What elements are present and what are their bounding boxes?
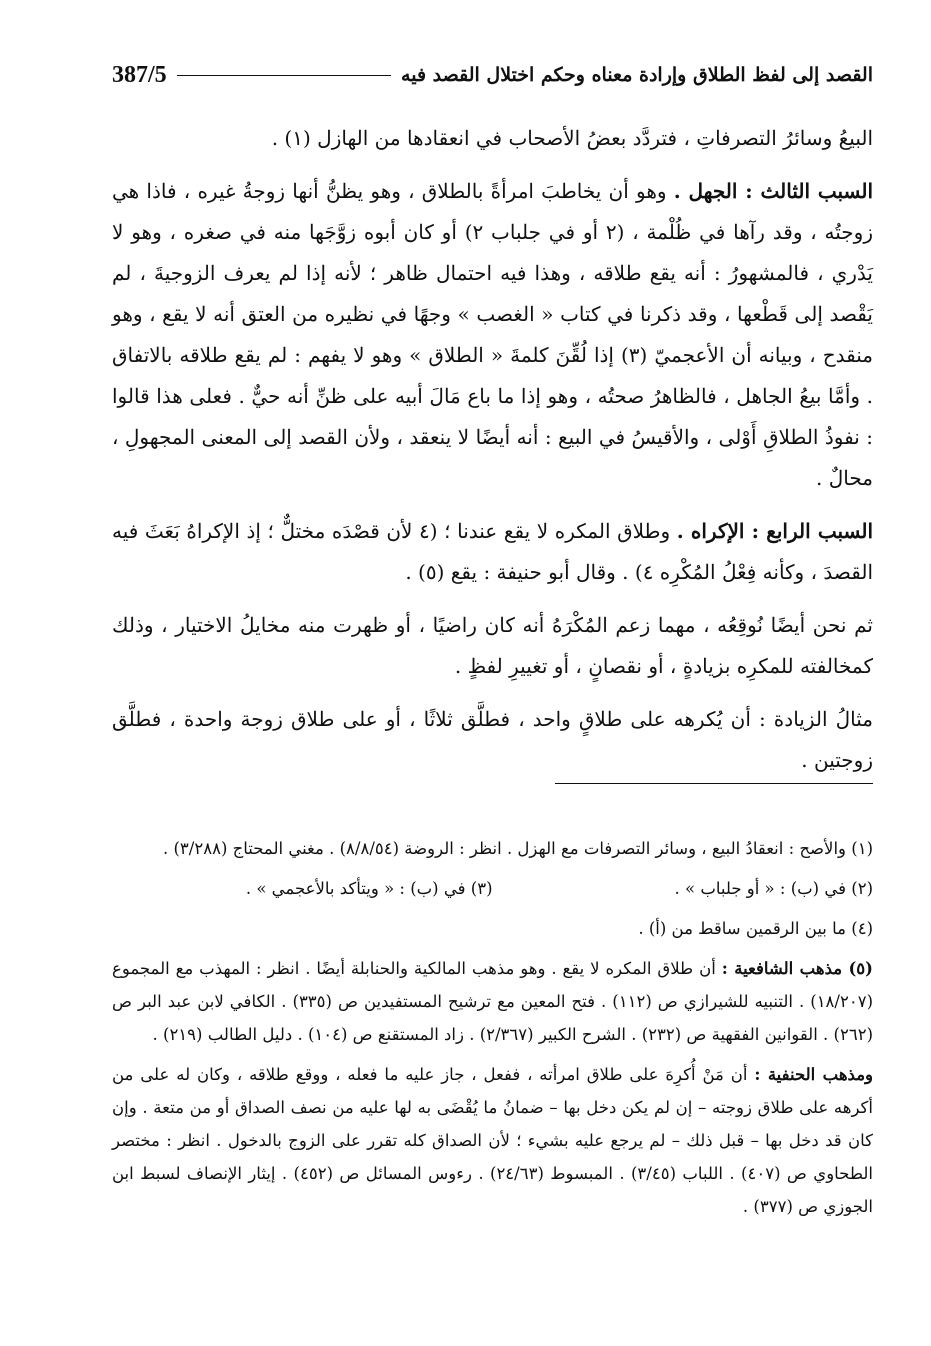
header-rule	[177, 75, 391, 76]
paragraph-4-text: ثم نحن أيضًا نُوقِعُه ، مهما زعم المُكْرَهُ أنه كان راضيًا ، أو ظهرت منه مخايلُ الاختيار ، وذلك كمخالفته للمكرِه بزيادةٍ ، أو نقصانٍ ، أو تغييرِ لفظٍ .	[112, 613, 873, 678]
chapter-title: القصد إلى لفظ الطلاق وإرادة معناه وحكم اختلال القصد فيه	[401, 64, 873, 86]
footnote-row-2-3	[112, 872, 873, 905]
footnotes	[112, 832, 873, 1230]
fourth-cause-heading: السبب الرابع : الإكراه .	[676, 519, 874, 543]
paragraph-5	[112, 699, 873, 781]
running-header	[112, 58, 873, 92]
paragraph-4	[112, 605, 873, 687]
footnote-separator	[555, 783, 873, 784]
footnote-4: (٤) ما بين الرقمين ساقط من (أ) .	[638, 919, 873, 938]
footnote-5-hanafi-text: أن مَنْ أُكرِهَ على طلاق امرأته ، ففعل ، جاز عليه ما فعله ، ووقع طلاقه ، وكان له على من أكرهه على طلاق زوجته – إن لم يكن دخل بها – ضمانُ ما يُقْضَى به لها عليه من نصف الصداق أو من متعة . وإن كان قد دخل بها – قبل ذلك – لم يرجع عليه بشيء ؛ لأن الصداق كله تقرر على الزوج بالدخول . انظر : مختصر الطحاوي ص (٤٠٧) . اللباب (٣/٤٥) . المبسوط (٢٤/٦٣) . رءوس المسائل ص (٤٥٢) . إيثار الإنصاف لسبط ابن الجوزي ص (٣٧٧) .	[112, 1065, 873, 1216]
footnote-5-hanafi-heading: ومذهب الحنفية :	[754, 1065, 873, 1084]
footnote-5-continued	[112, 1058, 873, 1223]
paragraph-1-text: البيعُ وسائرُ التصرفاتِ ، فتردَّد بعضُ الأصحاب في انعقادها من الهازل (١) .	[271, 126, 873, 150]
page-number: 387/5	[112, 61, 167, 88]
footnote-3: (٣) في (ب) : « ويتأكد بالأعجمي » .	[245, 879, 493, 898]
main-text	[112, 118, 873, 793]
paragraph-third-cause	[112, 171, 873, 499]
paragraph-fourth-cause	[112, 511, 873, 593]
footnote-5	[112, 952, 873, 1051]
footnote-1: (١) والأصح : انعقادُ البيع ، وسائر التصرفات مع الهزل . انظر : الروضة (٨/٨/٥٤) . مغني المحتاج (٣/٢٨٨) .	[162, 839, 873, 858]
fourth-cause-text: وطلاق المكره لا يقع عندنا ؛ (٤ لأن قصْدَه مختلٌّ ؛ إذ الإكراهُ بَعَثَ فيه القصدَ ، وكأنه فِعْلُ المُكْرِه ٤) . وقال أبو حنيفة : يقع (٥) .	[112, 519, 873, 584]
third-cause-heading: السبب الثالث : الجهل .	[673, 179, 873, 203]
footnote-5-text: أن طلاق المكره لا يقع . وهو مذهب المالكية والحنابلة أيضًا . انظر : المهذب مع المجموع (١٨/٢٠٧) . التنبيه للشيرازي ص (١١٢) . فتح المعين مع ترشيح المستفيدين ص (٣٣٥) . الكافي لابن عبد البر ص (٢٦٢) . القوانين الفقهية ص (٢٣٢) . الشرح الكبير (٢/٣٦٧) . زاد المستقنع ص (١٠٤) . دليل الطالب (٢١٩) .	[112, 959, 873, 1044]
paragraph-1	[112, 118, 873, 159]
footnote-5-heading: (٥) مذهب الشافعية :	[721, 959, 873, 978]
footnote-2: (٢) في (ب) : « أو جلباب » .	[674, 879, 873, 898]
third-cause-text: وهو أن يخاطبَ امرأةً بالطلاق ، وهو يظنُّ أنها زوجةُ غيره ، فاذا هي زوجتُه ، وقد رآها في ظُلْمة ، (٢ أو في جلباب ٢) أو كان أبوه زوَّجَها منه في صغره ، وهو لا يَدْري ، فالمشهورُ : أنه يقع طلاقه ، وهذا فيه احتمال ظاهر ؛ لأنه إذا لم يعرف الزوجيةَ ، لم يَقْصد إلى قَطْعها ، وقد ذكرنا في كتاب « الغصب » وجهًا في نظيره من العتق أنه لا يقع ، وهو منقدح ، وبيانه أن الأعجميّ (٣) إذا لُقِّنَ كلمةَ « الطلاق » وهو لا يفهم : لم يقع طلاقه بالاتفاق . وأمَّا بيعُ الجاهل ، فالظاهرُ صحتُه ، وهو إذا ما باع مَالَ أبيه على ظنِّ أنه حيٌّ . فعلى هذا قالوا : نفوذُ الطلاقِ أَوْلى ، والأقيسُ في البيع : أنه أيضًا لا ينعقد ، ولأن القصد إلى المعنى المجهولِ ، محالٌ .	[112, 179, 874, 490]
paragraph-5-text: مثالُ الزيادة : أن يُكرهه على طلاقٍ واحد ، فطلَّق ثلاثًا ، أو على طلاق زوجة واحدة ، فطلَّق زوجتين .	[112, 707, 873, 772]
